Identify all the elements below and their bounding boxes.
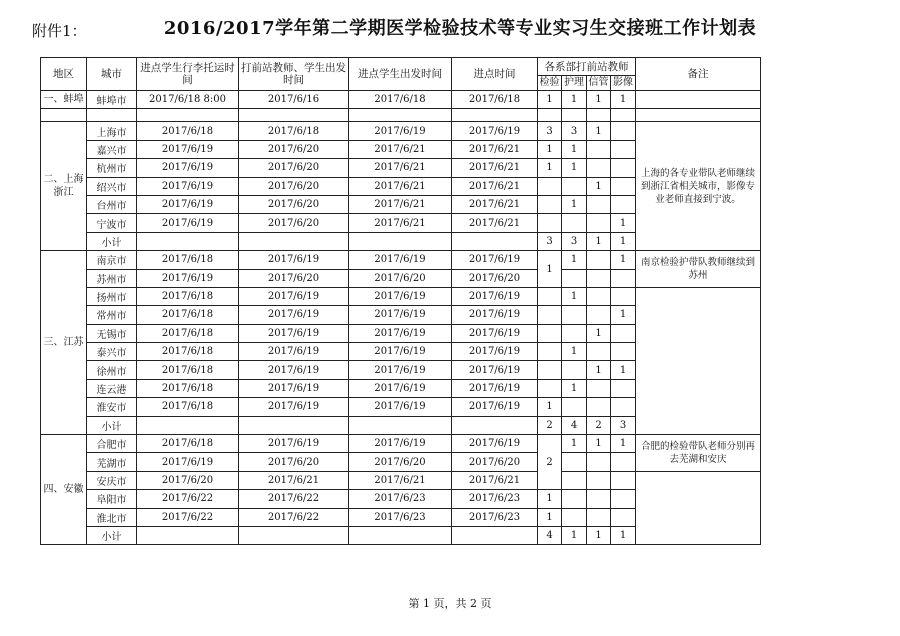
col-header-yingxiang: 影像	[611, 76, 636, 91]
teacher-depart-cell: 2017/6/19	[239, 361, 349, 379]
xinguan-subtotal: 2	[587, 416, 611, 434]
huli-cell: 1	[562, 195, 587, 213]
luggage-cell: 2017/6/18	[137, 306, 239, 324]
huli-cell: 1	[562, 343, 587, 361]
city-cell: 蚌埠市	[87, 91, 137, 109]
arrive-cell: 2017/6/21	[452, 177, 538, 195]
jianyan-cell: 1	[538, 140, 562, 158]
yingxiang-cell	[611, 379, 636, 397]
luggage-cell: 2017/6/18	[137, 324, 239, 342]
arrive-cell: 2017/6/20	[452, 269, 538, 287]
xinguan-cell: 1	[587, 435, 611, 453]
huli-cell: 1	[562, 91, 587, 109]
city-cell: 宁波市	[87, 214, 137, 232]
arrive-cell: 2017/6/19	[452, 379, 538, 397]
luggage-cell: 2017/6/18	[137, 343, 239, 361]
xinguan-cell	[587, 508, 611, 526]
jianyan-cell	[538, 214, 562, 232]
huli-cell	[562, 453, 587, 471]
yingxiang-cell	[611, 122, 636, 140]
yingxiang-cell	[611, 159, 636, 177]
student-depart-cell: 2017/6/19	[349, 379, 452, 397]
city-cell: 常州市	[87, 306, 137, 324]
xinguan-cell	[587, 214, 611, 232]
luggage-cell: 2017/6/22	[137, 490, 239, 508]
xinguan-cell: 1	[587, 177, 611, 195]
huli-cell	[562, 361, 587, 379]
student-depart-cell: 2017/6/23	[349, 490, 452, 508]
col-header-jianyan: 检验	[538, 76, 562, 91]
yingxiang-cell	[611, 287, 636, 305]
jianyan-cell: 1	[538, 91, 562, 109]
huli-cell: 1	[562, 379, 587, 397]
student-depart-cell: 2017/6/20	[349, 269, 452, 287]
xinguan-cell	[587, 398, 611, 416]
yingxiang-subtotal: 1	[611, 232, 636, 250]
yingxiang-cell: 1	[611, 435, 636, 453]
teacher-depart-cell: 2017/6/20	[239, 177, 349, 195]
yingxiang-cell	[611, 343, 636, 361]
student-depart-cell: 2017/6/19	[349, 122, 452, 140]
yingxiang-cell	[611, 490, 636, 508]
jianyan-cell	[538, 343, 562, 361]
spacer-row	[41, 109, 761, 122]
student-depart-cell: 2017/6/19	[349, 324, 452, 342]
xinguan-cell	[587, 251, 611, 269]
yingxiang-cell	[611, 324, 636, 342]
xinguan-cell: 1	[587, 122, 611, 140]
luggage-cell: 2017/6/22	[137, 508, 239, 526]
student-depart-cell: 2017/6/19	[349, 251, 452, 269]
teacher-depart-cell: 2017/6/22	[239, 490, 349, 508]
xinguan-cell	[587, 195, 611, 213]
xinguan-cell	[587, 379, 611, 397]
huli-subtotal: 4	[562, 416, 587, 434]
teacher-depart-cell: 2017/6/19	[239, 251, 349, 269]
page-number: 第 1 页，共 2 页	[408, 597, 492, 610]
xinguan-cell: 1	[587, 324, 611, 342]
table-row	[41, 122, 761, 140]
yingxiang-cell	[611, 398, 636, 416]
student-depart-cell: 2017/6/18	[349, 91, 452, 109]
luggage-cell: 2017/6/18	[137, 361, 239, 379]
col-header-luggage: 进点学生行李托运时间	[137, 58, 239, 91]
yingxiang-cell: 1	[611, 91, 636, 109]
table-row	[41, 435, 761, 453]
xinguan-cell	[587, 159, 611, 177]
arrive-cell: 2017/6/23	[452, 490, 538, 508]
student-depart-cell: 2017/6/19	[349, 343, 452, 361]
remarks-cell	[636, 91, 761, 109]
teacher-depart-cell: 2017/6/20	[239, 269, 349, 287]
jianyan-subtotal: 2	[538, 416, 562, 434]
arrive-cell: 2017/6/21	[452, 471, 538, 489]
huli-cell	[562, 306, 587, 324]
huli-cell	[562, 324, 587, 342]
xinguan-cell	[587, 269, 611, 287]
yingxiang-cell	[611, 471, 636, 489]
city-cell: 嘉兴市	[87, 140, 137, 158]
col-header-xinguan: 信管	[587, 76, 611, 91]
subtotal-label: 小计	[87, 526, 137, 544]
col-header-teacher-depart: 打前站教师、学生出发时间	[239, 58, 349, 91]
xinguan-cell	[587, 453, 611, 471]
student-depart-cell: 2017/6/20	[349, 453, 452, 471]
remarks-cell	[636, 471, 761, 545]
teacher-depart-cell: 2017/6/20	[239, 214, 349, 232]
arrive-cell: 2017/6/20	[452, 453, 538, 471]
student-depart-cell: 2017/6/23	[349, 508, 452, 526]
huli-cell: 1	[562, 251, 587, 269]
huli-cell: 1	[562, 287, 587, 305]
jianyan-cell	[538, 195, 562, 213]
city-cell: 徐州市	[87, 361, 137, 379]
jianyan-cell: 1	[538, 251, 562, 288]
city-cell: 台州市	[87, 195, 137, 213]
city-cell: 淮北市	[87, 508, 137, 526]
luggage-cell: 2017/6/20	[137, 471, 239, 489]
luggage-cell: 2017/6/18	[137, 435, 239, 453]
student-depart-cell: 2017/6/19	[349, 435, 452, 453]
city-cell: 杭州市	[87, 159, 137, 177]
col-header-city: 城市	[87, 58, 137, 91]
jianyan-subtotal: 3	[538, 232, 562, 250]
city-cell: 苏州市	[87, 269, 137, 287]
student-depart-cell: 2017/6/21	[349, 471, 452, 489]
teacher-depart-cell: 2017/6/19	[239, 435, 349, 453]
arrive-cell: 2017/6/19	[452, 251, 538, 269]
plan-table	[40, 57, 761, 545]
xinguan-cell	[587, 343, 611, 361]
huli-cell: 1	[562, 159, 587, 177]
col-header-student-depart: 进点学生出发时间	[349, 58, 452, 91]
huli-cell	[562, 508, 587, 526]
luggage-cell: 2017/6/18	[137, 398, 239, 416]
arrive-cell: 2017/6/19	[452, 287, 538, 305]
remarks-note: 合肥的检验带队老师分别再去芜湖和安庆	[636, 435, 761, 472]
huli-cell: 3	[562, 122, 587, 140]
teacher-depart-cell: 2017/6/20	[239, 195, 349, 213]
col-header-region: 地区	[41, 58, 87, 91]
city-cell: 安庆市	[87, 471, 137, 489]
teacher-depart-cell: 2017/6/22	[239, 508, 349, 526]
subtotal-label: 小计	[87, 232, 137, 250]
xinguan-cell	[587, 140, 611, 158]
luggage-cell: 2017/6/18	[137, 379, 239, 397]
teacher-depart-cell: 2017/6/19	[239, 306, 349, 324]
huli-cell	[562, 177, 587, 195]
xinguan-cell: 1	[587, 91, 611, 109]
col-header-remarks: 备注	[636, 58, 761, 91]
city-cell: 扬州市	[87, 287, 137, 305]
luggage-cell: 2017/6/19	[137, 214, 239, 232]
jianyan-cell: 1	[538, 398, 562, 416]
xinguan-cell: 1	[587, 361, 611, 379]
huli-cell	[562, 214, 587, 232]
huli-subtotal: 3	[562, 232, 587, 250]
table-row	[41, 287, 761, 305]
arrive-cell: 2017/6/19	[452, 122, 538, 140]
teacher-depart-cell: 2017/6/19	[239, 287, 349, 305]
city-cell: 合肥市	[87, 435, 137, 453]
arrive-cell: 2017/6/19	[452, 398, 538, 416]
luggage-cell: 2017/6/18 8:00	[137, 91, 239, 109]
xinguan-subtotal: 1	[587, 232, 611, 250]
xinguan-cell	[587, 287, 611, 305]
student-depart-cell: 2017/6/21	[349, 195, 452, 213]
student-depart-cell: 2017/6/19	[349, 398, 452, 416]
huli-subtotal: 1	[562, 526, 587, 544]
teacher-depart-cell: 2017/6/19	[239, 379, 349, 397]
attachment-label: 附件1：	[32, 22, 87, 40]
student-depart-cell: 2017/6/19	[349, 361, 452, 379]
yingxiang-cell	[611, 195, 636, 213]
xinguan-cell	[587, 471, 611, 489]
teacher-depart-cell: 2017/6/20	[239, 159, 349, 177]
student-depart-cell: 2017/6/21	[349, 214, 452, 232]
yingxiang-cell: 1	[611, 214, 636, 232]
city-cell: 泰兴市	[87, 343, 137, 361]
remarks-cell	[636, 287, 761, 434]
yingxiang-cell	[611, 269, 636, 287]
yingxiang-cell: 1	[611, 306, 636, 324]
teacher-depart-cell: 2017/6/20	[239, 453, 349, 471]
luggage-cell: 2017/6/18	[137, 287, 239, 305]
document-title: 2016/2017学年第二学期医学检验技术等专业实习生交接班工作计划表	[163, 18, 757, 39]
jianyan-cell	[538, 361, 562, 379]
region-cell: 四、安徽	[41, 435, 87, 545]
student-depart-cell: 2017/6/21	[349, 140, 452, 158]
jianyan-cell	[538, 287, 562, 305]
xinguan-cell	[587, 306, 611, 324]
huli-cell: 1	[562, 140, 587, 158]
jianyan-cell	[538, 306, 562, 324]
table-row	[41, 251, 761, 269]
col-header-arrive: 进点时间	[452, 58, 538, 91]
jianyan-cell	[538, 379, 562, 397]
luggage-cell: 2017/6/18	[137, 251, 239, 269]
yingxiang-cell	[611, 508, 636, 526]
city-cell: 上海市	[87, 122, 137, 140]
huli-cell	[562, 471, 587, 489]
remarks-note: 上海的各专业带队老师继续到浙江省相关城市，影像专业老师直接到宁波。	[636, 122, 761, 251]
arrive-cell: 2017/6/18	[452, 91, 538, 109]
student-depart-cell: 2017/6/19	[349, 287, 452, 305]
xinguan-subtotal: 1	[587, 526, 611, 544]
col-header-dept-group: 各系部打前站教师	[538, 58, 636, 76]
arrive-cell: 2017/6/19	[452, 361, 538, 379]
luggage-cell: 2017/6/19	[137, 177, 239, 195]
yingxiang-cell: 1	[611, 251, 636, 269]
jianyan-cell	[538, 177, 562, 195]
teacher-depart-cell: 2017/6/18	[239, 122, 349, 140]
subtotal-label: 小计	[87, 416, 137, 434]
luggage-cell: 2017/6/19	[137, 140, 239, 158]
city-cell: 连云港	[87, 379, 137, 397]
jianyan-cell: 1	[538, 508, 562, 526]
arrive-cell: 2017/6/21	[452, 195, 538, 213]
student-depart-cell: 2017/6/21	[349, 159, 452, 177]
student-depart-cell: 2017/6/21	[349, 177, 452, 195]
arrive-cell: 2017/6/21	[452, 140, 538, 158]
remarks-note: 南京检验护带队教师继续到苏州	[636, 251, 761, 288]
region-cell: 二、上海浙江	[41, 122, 87, 251]
yingxiang-cell	[611, 177, 636, 195]
jianyan-cell: 3	[538, 122, 562, 140]
luggage-cell: 2017/6/19	[137, 453, 239, 471]
jianyan-subtotal: 4	[538, 526, 562, 544]
arrive-cell: 2017/6/21	[452, 214, 538, 232]
city-cell: 芜湖市	[87, 453, 137, 471]
xinguan-cell	[587, 490, 611, 508]
arrive-cell: 2017/6/23	[452, 508, 538, 526]
col-header-huli: 护理	[562, 76, 587, 91]
huli-cell: 1	[562, 435, 587, 453]
region-cell: 一、蚌埠	[41, 91, 87, 109]
teacher-depart-cell: 2017/6/20	[239, 140, 349, 158]
yingxiang-cell	[611, 453, 636, 471]
yingxiang-subtotal: 3	[611, 416, 636, 434]
teacher-depart-cell: 2017/6/19	[239, 324, 349, 342]
table-row	[41, 91, 761, 109]
yingxiang-subtotal: 1	[611, 526, 636, 544]
region-cell: 三、江苏	[41, 251, 87, 435]
yingxiang-cell	[611, 140, 636, 158]
jianyan-cell: 1	[538, 159, 562, 177]
teacher-depart-cell: 2017/6/19	[239, 398, 349, 416]
city-cell: 阜阳市	[87, 490, 137, 508]
yingxiang-cell: 1	[611, 361, 636, 379]
luggage-cell: 2017/6/18	[137, 122, 239, 140]
arrive-cell: 2017/6/19	[452, 324, 538, 342]
teacher-depart-cell: 2017/6/19	[239, 343, 349, 361]
luggage-cell: 2017/6/19	[137, 269, 239, 287]
jianyan-cell: 2	[538, 435, 562, 490]
jianyan-cell: 1	[538, 490, 562, 508]
table-row	[41, 471, 761, 489]
teacher-depart-cell: 2017/6/16	[239, 91, 349, 109]
jianyan-cell	[538, 324, 562, 342]
city-cell: 淮安市	[87, 398, 137, 416]
city-cell: 无锡市	[87, 324, 137, 342]
arrive-cell: 2017/6/19	[452, 343, 538, 361]
arrive-cell: 2017/6/21	[452, 159, 538, 177]
huli-cell	[562, 490, 587, 508]
luggage-cell: 2017/6/19	[137, 159, 239, 177]
huli-cell	[562, 398, 587, 416]
arrive-cell: 2017/6/19	[452, 435, 538, 453]
student-depart-cell: 2017/6/19	[349, 306, 452, 324]
arrive-cell: 2017/6/19	[452, 306, 538, 324]
luggage-cell: 2017/6/19	[137, 195, 239, 213]
huli-cell	[562, 269, 587, 287]
city-cell: 南京市	[87, 251, 137, 269]
city-cell: 绍兴市	[87, 177, 137, 195]
teacher-depart-cell: 2017/6/21	[239, 471, 349, 489]
